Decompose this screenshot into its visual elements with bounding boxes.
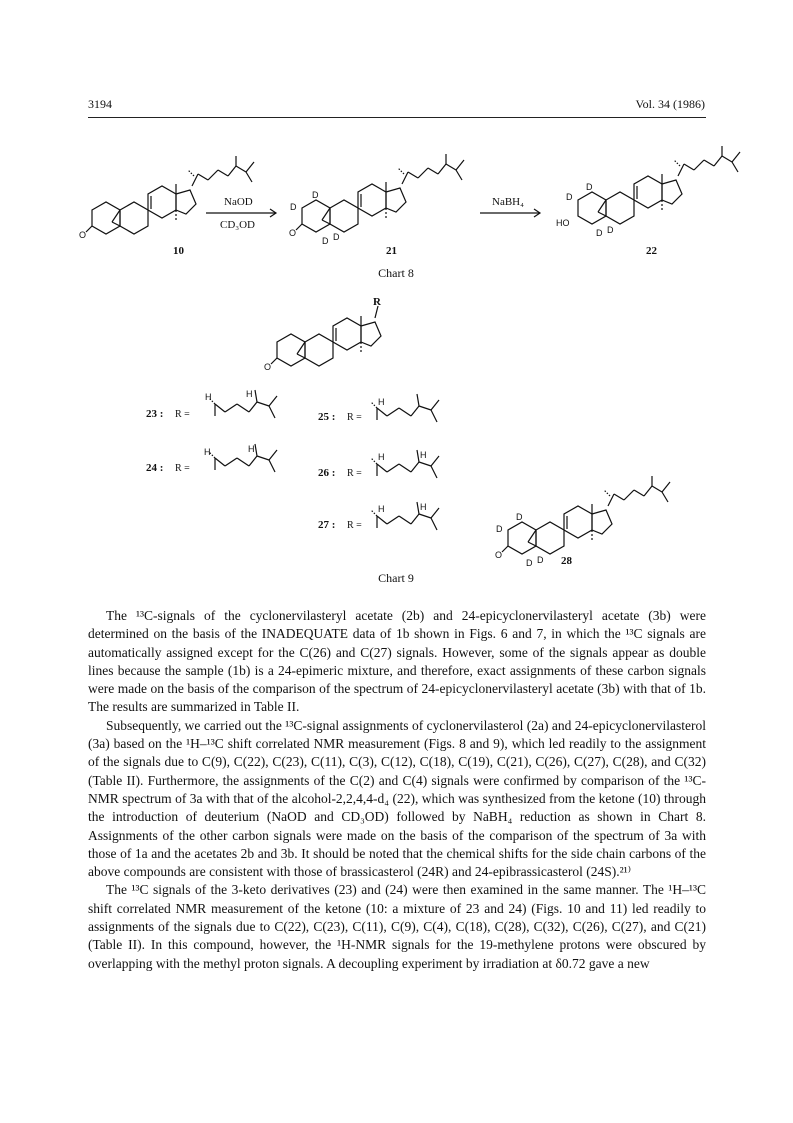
reagent-nabh4: NaBH₄ xyxy=(492,196,524,208)
svg-text:H: H xyxy=(420,502,427,512)
entry-23-r: R = xyxy=(175,409,190,420)
svg-text:O: O xyxy=(264,362,272,372)
core-substituent-r: R xyxy=(373,296,381,308)
entry-27-label: 27 : xyxy=(318,519,336,531)
chart9-caption: Chart 9 xyxy=(378,571,414,585)
entry-25-r: R = xyxy=(347,412,362,423)
paragraph: The ¹³C-signals of the cyclonervilasteryl acetate (2b) and 24-epicyclonervilasteryl acetate (3b) were determined on the basis of the INADEQUATE data of 1b shown in Figs. 6 and 7, in which the ¹³C signals are automatically assigned except for the C(26) and C(27) signals. However, some of the signals appear as double lines because the sample (1b) is a 24-epimeric mixture, and therefore, exact assignments of these carbon signals were made on the basis of the comparison of the spectrum of 24-epicyclonervilasteryl acetate (3b) with that of 1b. The results are summarized in Table II. xyxy=(88,608,706,715)
entry-27-r: R = xyxy=(347,520,362,531)
svg-text:D: D xyxy=(516,512,523,522)
entry-26-label: 26 : xyxy=(318,467,336,479)
svg-text:H: H xyxy=(378,504,385,514)
svg-text:H: H xyxy=(246,389,253,399)
reagent-naod: NaOD xyxy=(224,196,253,208)
svg-text:D: D xyxy=(312,190,319,200)
svg-text:D: D xyxy=(496,524,503,534)
svg-text:D: D xyxy=(586,182,593,192)
svg-text:D: D xyxy=(607,225,614,235)
svg-text:D: D xyxy=(322,236,329,246)
entry-24-r: R = xyxy=(175,463,190,474)
svg-text:D: D xyxy=(537,555,544,565)
svg-text:D: D xyxy=(526,558,533,568)
paragraph: The ¹³C signals of the 3-keto derivatives (23) and (24) were then examined in the same manner. The ¹H–¹³C shift correlated NMR measurement of the ketone (10: a mixture of 23 and 24) (Figs. 10 and 11) led readily to assignments of the signals due to C(22), C(23), C(11), C(9), C(4), C(18), C(28), C(32), C(26), C(27), and C(21) (Table II). In this compound, however, the ¹H-NMR signals for the 19-methylene protons were obscured by overlapping with the methyl proton signals. A decoupling experiment by irradiation at δ0.72 gave a new xyxy=(88,882,706,971)
svg-text:H: H xyxy=(204,447,211,457)
svg-text:D: D xyxy=(566,192,573,202)
svg-text:D: D xyxy=(290,202,297,212)
svg-text:O: O xyxy=(79,230,87,240)
svg-text:H: H xyxy=(378,452,385,462)
svg-text:HO: HO xyxy=(556,218,570,228)
entry-26-r: R = xyxy=(347,468,362,479)
entry-24-label: 24 : xyxy=(146,462,164,474)
svg-text:H: H xyxy=(205,392,212,402)
chart8-caption: Chart 8 xyxy=(378,266,414,280)
svg-text:H: H xyxy=(248,444,255,454)
compound-21-label: 21 xyxy=(386,245,397,257)
svg-text:D: D xyxy=(596,228,603,238)
svg-text:H: H xyxy=(378,397,385,407)
compound-22-label: 22 xyxy=(646,245,657,257)
compound-28-label: 28 xyxy=(561,555,572,567)
page-number: 3194 xyxy=(88,97,112,111)
paragraph: Subsequently, we carried out the ¹³C-signal assignments of cyclonervilasterol (2a) and 24-epicyclonervilasterol (3a) based on the ¹H–¹³C shift correlated NMR measurement (Figs. 8 and 9), which led readily to the assignment of the signals due to C(9), C(22), C(23), C(11), C(3), C(12), C(18), C(19), C(21), C(26), C(27), C(28), and C(32) (Table II). Furthermore, the assignments of the C(2) and C(4) signals were confirmed by comparison of the ¹³C-NMR spectrum of 3a with that of the alcohol-2,2,4,4-d₄ (22), which was synthesized from the ketone (10) through the introduction of deuterium (NaOD and CD₃OD) followed by NaBH₄ reduction as shown in Chart 8. Assignments of the other carbon signals were made on the basis of the comparison of the spectrum of 3a with those of 1a and the acetates 2b and 3b. It should be noted that the chemical shifts for the side chain carbons of the above compounds are consistent with those of brassicasterol (24R) and 24-epibrassicasterol (24S).²¹⁾ xyxy=(88,717,706,880)
reagent-cd3od: CD₃OD xyxy=(220,219,256,231)
compound-10-label: 10 xyxy=(173,245,184,257)
svg-text:H: H xyxy=(420,450,427,460)
journal-volume: Vol. 34 (1986) xyxy=(635,97,705,111)
entry-23-label: 23 : xyxy=(146,408,164,420)
entry-25-label: 25 : xyxy=(318,411,336,423)
svg-text:O: O xyxy=(495,550,503,560)
svg-text:D: D xyxy=(333,232,340,242)
svg-text:O: O xyxy=(289,228,297,238)
body-text xyxy=(88,607,706,973)
